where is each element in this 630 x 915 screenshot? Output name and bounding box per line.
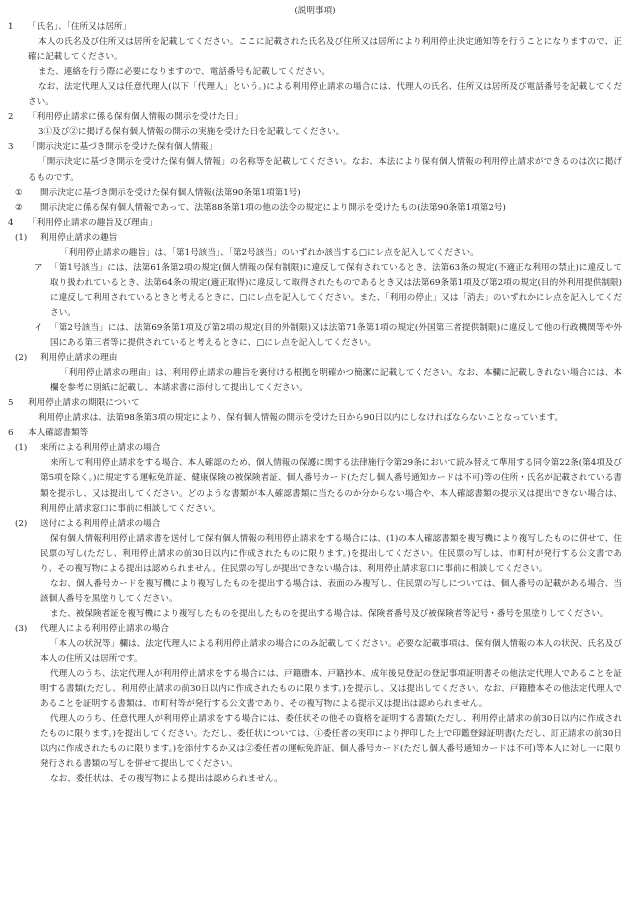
section-number: 4: [8, 217, 14, 228]
section-number: 3: [8, 142, 14, 153]
section-6-sub2-paragraph: なお、個人番号カードを複写機により複写したものを提出する場合は、表面のみ複写し、住民票の写しについては、個人番号の記載がある場合、当該個人番号を黒塗りしてください。: [40, 578, 622, 604]
document-page: [8, 0, 622, 787]
section-2-paragraph: 3①及び②に掲げる保有個人情報の開示の実施を受けた日を記載してください。: [38, 127, 345, 138]
section-3-heading: 3 「開示決定に基づき開示を受けた保有個人情報」: [8, 140, 622, 155]
section-6-sub3-paragraph: なお、委任状は、その複写物による提出は認められません。: [50, 774, 283, 785]
section-5-heading: 5 利用停止請求の期限について: [8, 396, 622, 411]
section-3-item-1: ① 開示決定に基づき開示を受けた保有個人情報(法第90条第1項第1号): [15, 187, 301, 198]
section-1-paragraph: なお、法定代理人又は任意代理人(以下「代理人」という。)による利用停止請求の場合には、代理人の氏名、住所又は居所及び電話番号を記載してください。: [28, 82, 622, 108]
section-4-item-a: ア 「第1号該当」には、法第61条第2項の規定(個人情報の保有制限)に違反して保有されているとき、法第63条の規定(不適正な利用の禁止)に違反して取り扱われているとき、法第64条の規定(適正取得)に違反して取得されたものであるとき又は法第69条第1項及び第2項の規定(目的外利用提供制限)に違反して利用されているときと考えるときに、□にレ点を記入してください。また、「利用の停止」又は「消去」のいずれかにレ点を記入してください。: [34, 262, 622, 318]
section-3-item-2: ② 開示決定に係る保有個人情報であって、法第88条第1項の他の法令の規定により開示を受けたもの(法第90条第1項第2号): [15, 202, 506, 213]
section-6-sub3-paragraph: 「本人の状況等」欄は、法定代理人による利用停止請求の場合にのみ記載してください。必要な記載事項は、保有個人情報の本人の状況、氏名及び本人の住所又は居所です。: [40, 638, 622, 665]
section-number: 5: [8, 398, 14, 409]
section-4-item-i: イ 「第2号該当」には、法第69条第1項及び第2項の規定(目的外制限)又は法第71条第1項の規定(外国第三者提供制限)に違反して他の行政機関等や外国にある第三者等に提供されていると考えるときに、□にレ点を記入してください。: [34, 322, 622, 349]
section-6-sub1-paragraph: 来所して利用停止請求をする場合、本人確認のため、個人情報の保護に関する法律施行令第29条において読み替えて準用する同令第22条(第4項及び第5項を除く。)に規定する運転免許証、健康保険の被保険者証、個人番号カード(ただし個人番号通知カードは不可)等の住所・氏名が記載されている書類を提示し、又は提出してください。どのような書類が本人確認書類に当たるのか分からない場合や、本人確認書類の提示又は提出できない場合は、利用停止請求窓口に事前に相談してください。: [40, 458, 622, 514]
section-6-sub3-paragraph: 代理人のうち、法定代理人が利用停止請求をする場合には、戸籍謄本、戸籍抄本、成年後見登記の登記事項証明書その他法定代理人であることを証明する書類(ただし、利用停止請求の前30日以内に作成されたものに限ります。)を提示し、又は提出してください。なお、戸籍謄本その他法定代理人であることを証明する書類は、市町村等が発行する公文書であり、その複写物による提示又は提出は認められません。: [40, 669, 622, 710]
section-6-heading: 6 本人確認書類等: [8, 426, 622, 441]
section-6-sub3-heading: (3) 代理人による利用停止請求の場合: [15, 623, 169, 634]
section-4-sub2-heading: (2) 利用停止請求の理由: [15, 353, 118, 364]
document-title: (説明事項): [294, 6, 336, 16]
section-6-sub1-heading: (1) 来所による利用停止請求の場合: [15, 443, 161, 454]
section-3-paragraph: 「開示決定に基づき開示を受けた保有個人情報」の名称等を記載してください。なお、本法により保有個人情報の利用停止請求ができるのは次に掲げるものです。: [28, 157, 622, 183]
section-6-sub3-paragraph: 代理人のうち、任意代理人が利用停止請求をする場合には、委任状その他その資格を証明する書類(ただし、利用停止請求の前30日以内に作成されたものに限ります。)を提出してください。ただし、委任状については、①委任者の実印により押印した上で印鑑登録証明書(ただし、訂正請求の前30日以内に作成されたものに限ります。)を添付するか又は②委任者の運転免許証、個人番号カード(ただし個人番号通知カードは不可)等本人に対し一に限り発行される書類の写しを併せて提出してください。: [40, 714, 622, 770]
section-5-paragraph: 利用停止請求は、法第98条第3項の規定により、保有個人情報の開示を受けた日から90日以内にしなければならないことなっています。: [38, 413, 564, 424]
section-number: 6: [8, 428, 14, 439]
section-2-heading: 2 「利用停止請求に係る保有個人情報の開示を受けた日」: [8, 110, 622, 125]
section-number: 2: [8, 112, 14, 123]
section-4-heading: 4 「利用停止請求の趣旨及び理由」: [8, 216, 622, 231]
section-6-sub2-heading: (2) 送付による利用停止請求の場合: [15, 518, 161, 529]
section-6-sub2-paragraph: また、被保険者証を複写機により複写したものを提出したものを提出する場合は、保険者番号及び被保険者等記号・番号を黒塗りしてください。: [50, 608, 609, 619]
section-4-sub1-heading: (1) 利用停止請求の趣旨: [15, 232, 118, 243]
section-6-sub2-paragraph: 保有個人情報利用停止請求書を送付して保有個人情報の利用停止請求をする場合には、(1)の本人確認書類を複写機により複写したものに併せて、住民票の写し(ただし、利用停止請求の前30日以内に作成されたものに限ります。)を提出してください。住民票の写しは、市町村が発行する公文書であり、その複写物による提出は認められません。住民票の写しが提出できない場合は、利用停止請求窓口に事前に相談してください。: [40, 533, 622, 574]
section-4-sub2-paragraph: 「利用停止請求の理由」は、利用停止請求の趣旨を裏付ける根拠を明確かつ簡潔に記載してください。なお、本欄に記載しきれない場合には、本欄を参考に別紙に記載し、本請求書に添付して提出してください。: [50, 368, 622, 394]
section-1-paragraph: また、連絡を行う際に必要になりますので、電話番号も記載してください。: [38, 67, 331, 78]
section-1-heading: 1 「氏名」、「住所又は居所」: [8, 20, 622, 35]
section-1-paragraph: 本人の氏名及び住所又は居所を記載してください。ここに記載された氏名及び住所又は居所により利用停止決定通知等を行うことになりますので、正確に記載してください。: [28, 37, 622, 63]
section-4-sub1-paragraph: 「利用停止請求の趣旨」は、「第1号該当」、「第2号該当」のいずれか該当する□にレ点を記入してください。: [60, 247, 479, 258]
section-number: 1: [8, 22, 14, 33]
